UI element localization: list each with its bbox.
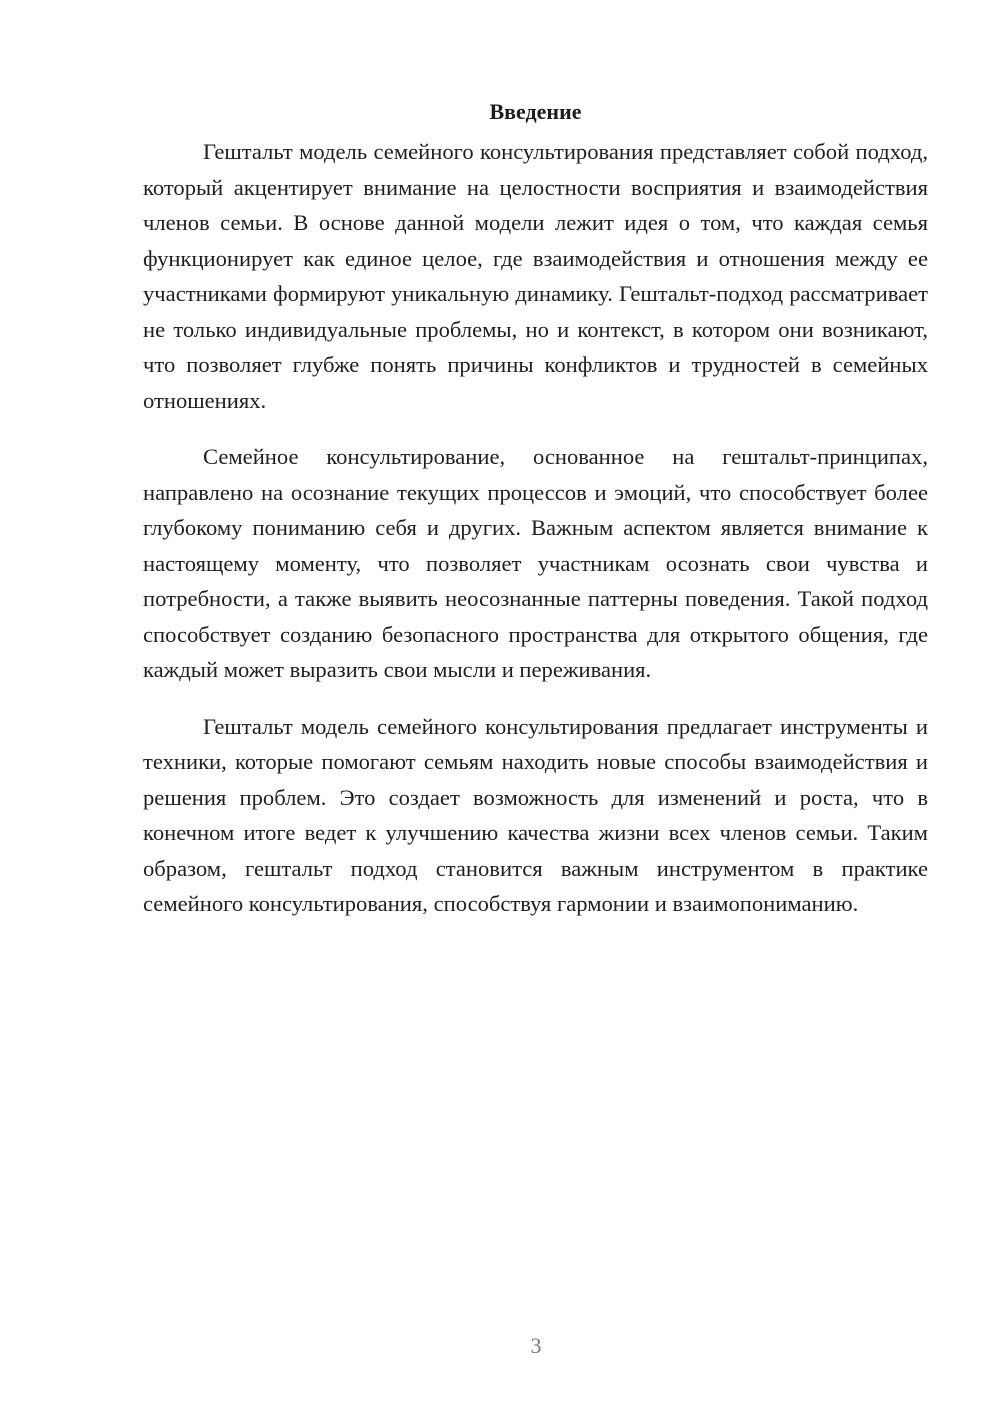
paragraph-1: Гештальт модель семейного консультирования представляет собой подход, который акцентирует внимание на целостности восприятия и взаимодействия членов семьи. В основе данной модели лежит идея о том, что каждая семья функционирует как единое целое, где взаимодействия и отношения между ее участниками формируют уникальную динамику. Гештальт-подход рассматривает не только индивидуальные проблемы, но и контекст, в котором они возникают, что позволяет глубже понять причины конфликтов и трудностей в семейных отношениях. bbox=[143, 139, 928, 413]
page-body bbox=[143, 96, 928, 943]
paragraph-3: Гештальт модель семейного консультирования предлагает инструменты и техники, которые помогают семьям находить новые способы взаимодействия и решения проблем. Это создает возможность для изменений и роста, что в конечном итоге ведет к улучшению качества жизни всех членов семьи. Таким образом, гештальт подход становится важным инструментом в практике семейного консультирования, способствуя гармонии и взаимопониманию. bbox=[143, 713, 928, 916]
section-heading: Введение bbox=[489, 99, 582, 124]
paragraph-2: Семейное консультирование, основанное на гештальт-принципах, направлено на осознание текущих процессов и эмоций, что способствует более глубокому пониманию себя и других. Важным аспектом является внимание к настоящему моменту, что позволяет участникам осознать свои чувства и потребности, а также выявить неосознанные паттерны поведения. Такой подход способствует созданию безопасного пространства для открытого общения, где каждый может выразить свои мысли и переживания. bbox=[143, 444, 928, 682]
page-number: 3 bbox=[530, 1333, 542, 1358]
